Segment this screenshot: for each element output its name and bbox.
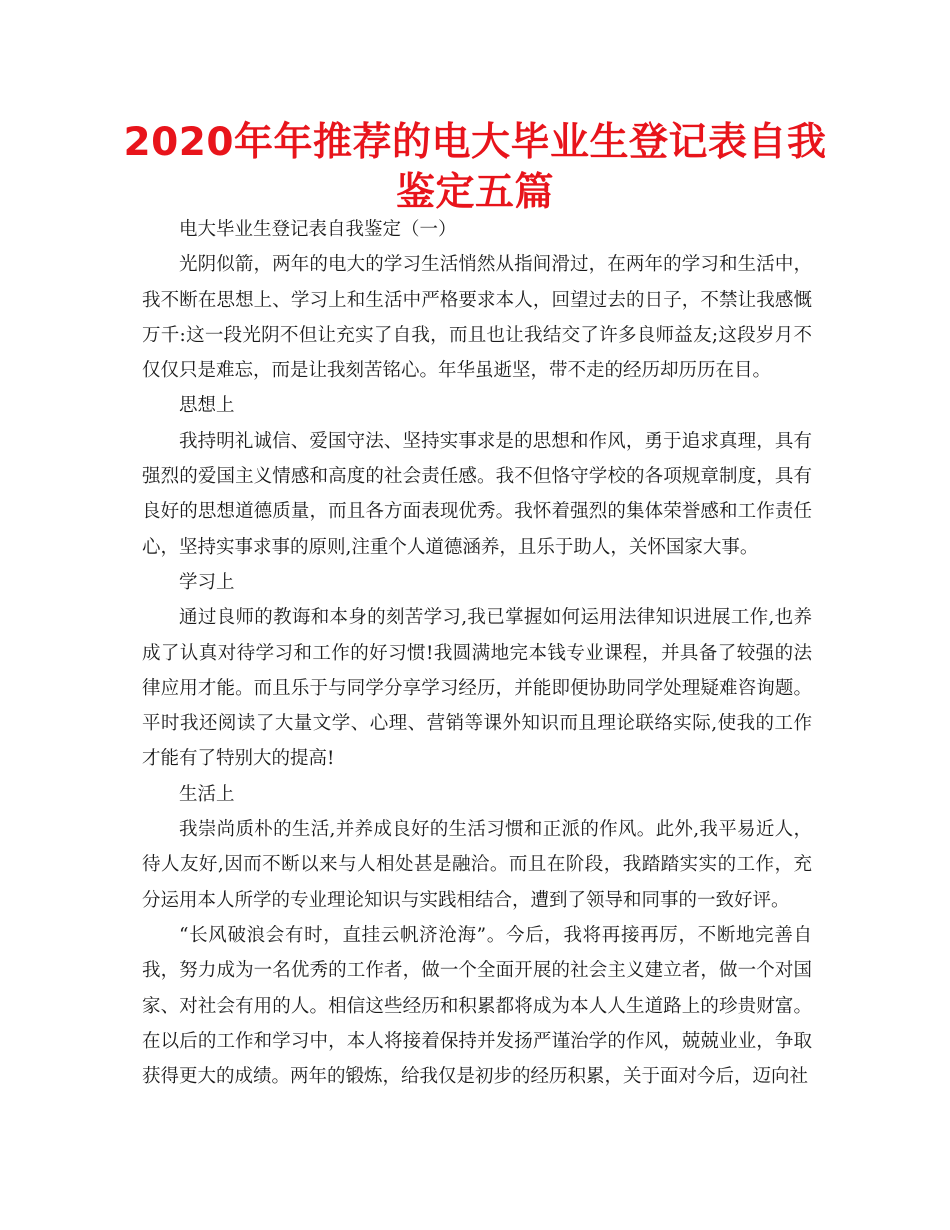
paragraph-study: 通过良师的教诲和本身的刻苦学习,我已掌握如何运用法律知识进展工作,也养成了认真对待学习和工作的好习惯!我圆满地完本钱专业课程，并具备了较强的法律应用才能。而且乐于与同学分享学习经历，并能即便协助同学处理疑难咨询题。平时我还阅读了大量文学、心理、营销等课外知识而且理论联络实际,使我的工作才能有了特别大的提高!: [142, 607, 813, 770]
paragraph-intro: 光阴似箭，两年的电大的学习生活悄然从指间滑过，在两年的学习和生活中，我不断在思想上、学习上和生活中严格要求本人，回望过去的日子，不禁让我感慨万千:这一段光阴不但让充实了自我，而且也让我结交了许多良师益友;这段岁月不仅仅只是难忘，而是让我刻苦铭心。年华虽逝坚，带不走的经历却历历在目。: [142, 254, 812, 382]
document-body: [142, 212, 812, 1094]
section-heading-life: 生活上: [179, 783, 235, 805]
paragraph-thought: 我持明礼诚信、爱国守法、坚持实事求是的思想和作风，勇于追求真理，具有强烈的爱国主义情感和高度的社会责任感。我不但恪守学校的各项规章制度，具有良好的思想道德质量，而且各方面表现优秀。我怀着强烈的集体荣誉感和工作责任心，坚持实事求事的原则,注重个人道德涵养，且乐于助人，关怀国家大事。: [142, 430, 812, 558]
section-heading-study: 学习上: [179, 571, 235, 593]
paragraph-conclusion: “长风破浪会有时，直挂云帆济沧海”。今后，我将再接再厉，不断地完善自我，努力成为一名优秀的工作者，做一个全面开展的社会主义建立者，做一个对国家、对社会有用的人。相信这些经历和积累都将成为本人人生道路上的珍贵财富。在以后的工作和学习中，本人将接着保持并发扬严谨治学的作风，兢兢业业，争取获得更大的成绩。两年的锻炼，给我仅是初步的经历积累，关于面对今后，迈向社: [142, 924, 812, 1088]
section-heading-thought: 思想上: [179, 395, 235, 417]
document-title: 2020年年推荐的电大毕业生登记表自我鉴定五篇: [123, 120, 827, 215]
paragraph-life: 我崇尚质朴的生活,并养成良好的生活习惯和正派的作风。此外,我平易近人，待人友好,因而不断以来与人相处甚是融洽。而且在阶段，我踏踏实实的工作，充分运用本人所学的专业理论知识与实践相结合，遭到了领导和同事的一致好评。: [142, 819, 812, 911]
section-heading-1: 电大毕业生登记表自我鉴定（一）: [179, 219, 457, 240]
